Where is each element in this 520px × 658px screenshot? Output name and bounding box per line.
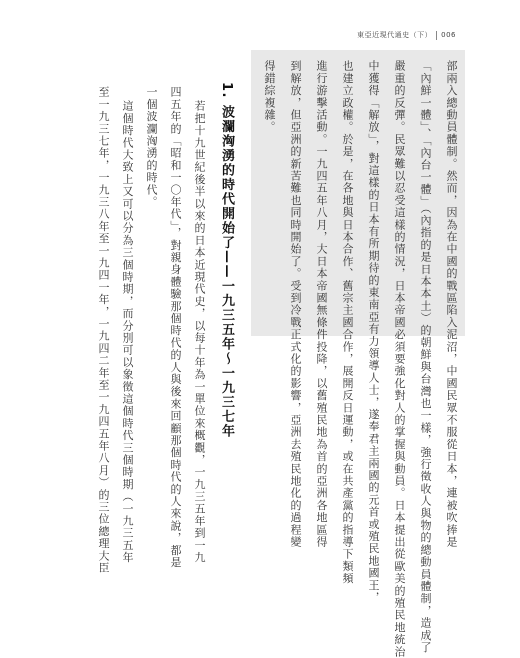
box-column: 得錯綜複雜。 bbox=[263, 60, 276, 134]
book-title: 東亞近現代通史（下） bbox=[357, 31, 433, 39]
page-number: 006 bbox=[441, 31, 456, 39]
box-column: 「內鮮一體」、「內台一體」（內指的是日本本土）的朝鮮與台灣也一樣，強行徵收人與物的總動員體制，造成了 bbox=[419, 60, 432, 654]
box-column: 到解放，但亞洲的新苦難也同時開始了。受到冷戰正式化的影響，亞洲去殖民地化的過程變 bbox=[289, 60, 302, 548]
shaded-text-box bbox=[251, 50, 465, 658]
box-column: 部兩入總動員體制。然而，因為在中國的戰區陷入泥沼，中國民眾不服從日本，連被吹捧是 bbox=[445, 60, 458, 548]
header-divider bbox=[436, 31, 437, 40]
body-column: 至一九三七年，一九三八年至一九四一年，一九四二年至一九四五年八月）的三位總理大臣 bbox=[97, 86, 110, 574]
box-column: 進行游擊活動。一九四五年八月，大日本帝國無條件投降，以舊殖民地為首的亞洲各地區得 bbox=[315, 60, 328, 548]
box-column: 也建立政權。於是，在各地與日本合作、舊宗主國合作，展開反日運動，或在共產黨的指導下類頻 bbox=[341, 60, 354, 585]
body-column: 這個時代大致上又可以分為三個時期，而分別可以象徵這個時代三個時期（一九三五年 bbox=[121, 100, 134, 564]
box-column: 嚴重的反彈。民眾難以忍受這樣的情況，日本帝國必須要強化對人的掌握與動員。日本提出從歐美的殖民地統治 bbox=[393, 60, 406, 658]
body-column: 四五年的「昭和一〇年代」，對親身體驗那個時代的人與後來回顧那個時代的人來說，都是 bbox=[169, 86, 182, 569]
body-column: 若把十九世紀後半以來的日本近現代史，以每十年為一單位來概觀，一九三五年到一九 bbox=[193, 100, 206, 564]
section-heading: 1. 波瀾洶湧的時代開始了——一九三五年～一九三七年 bbox=[219, 82, 234, 439]
body-column: 一個波瀾洶湧的時代。 bbox=[145, 86, 158, 208]
box-column: 中獲得「解放」，對這樣的日本有所期待的東南亞有力領導人士，遂奉君主兩國的元首或殖民地國王， bbox=[367, 60, 380, 604]
running-header bbox=[357, 30, 456, 40]
